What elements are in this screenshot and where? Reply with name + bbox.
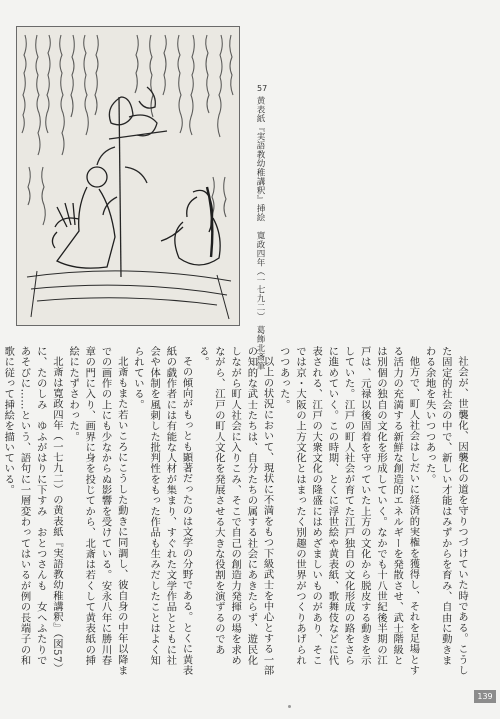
seated-man	[52, 167, 115, 268]
trellis-vine	[97, 87, 167, 277]
paragraph: 社会が、世襲化、因襲化の道を守りつづけていた時である。こうした固定的社会の中で、新しい才能はみずからを育み、自由に動きまわる余地を失いつつあった。	[423, 346, 468, 676]
kuzushiji-text	[22, 35, 233, 235]
paragraph: 以上の状況において、現状に不満をもつ下級武士を中心とする一部の知的な武士たちは、自分たちの属する社会にあきたらず、遊民化しながら町人社会に入りこみ、そこで自己の創造力発揮の場を求めながら、江戸の町人文化を発展させる大きな役割を演ずるのである。	[196, 346, 274, 676]
woodblock-illustration	[16, 26, 240, 326]
figure-caption: 黄表紙『実語教幼稚講釈』挿絵 寛政四年（一七九二） 葛飾北斎筆	[255, 96, 265, 371]
paragraph: その傾向がもっとも顕著だったのは文学の分野である。とくに黄表紙の戯作者には有能な人材が集まり、すぐれた文学作品とともに社会や体制を風刺した批判性をもった作品も生みだしたことはよく知られている。	[131, 346, 193, 676]
paragraph: 他方で、町人社会はしだいに経済的実権を獲得し、それを足場とする活力の充満する新鮮な創造的エネルギーを発散させ、武士階級とは別個の独自の文化を形成していく。なかでも十八世紀後半期の江戸は、元禄以後固着を守っていた上方の文化から脱皮する動きを示していた。江戸の町人社会が育てた江戸独自の文化形成の路をさらに進めていく。この時期、とくに浮世絵や黄表紙、歌舞伎などに代表される、江戸の大衆文化の隆盛にはめざましいものがあり、そこでは京・大阪の上方文化とはまったく別趣の世界がつくりあげられつつあった。	[277, 346, 420, 676]
illustration-drawing	[17, 27, 239, 325]
body-text	[2, 346, 470, 677]
paragraph: 北斎もまた若いころにこうした動きに同調し、彼自身の中年以降までの画作の上にも少なからぬ影響を受けている。安永八年に勝川春章の門に入り、画界に身を投じてから、北斎は若くして黄表紙の挿絵にたずさわった。	[67, 346, 128, 676]
paragraph: 北斎は寛政四年（一七九二）の黄表紙『実語教幼稚講釈』（図57）に、たのしみ ゆふがはりに下すみ おとつさんも 女へふたりで あそびに……という、語句に一層変わってはいるが例の長端子の和歌に従って挿絵を描いている。	[2, 346, 63, 677]
printer-mark	[288, 705, 291, 708]
page-number: 139	[474, 690, 496, 703]
seated-woman	[161, 187, 220, 265]
figure-number: 57	[257, 84, 268, 93]
floor-mat	[27, 271, 231, 319]
